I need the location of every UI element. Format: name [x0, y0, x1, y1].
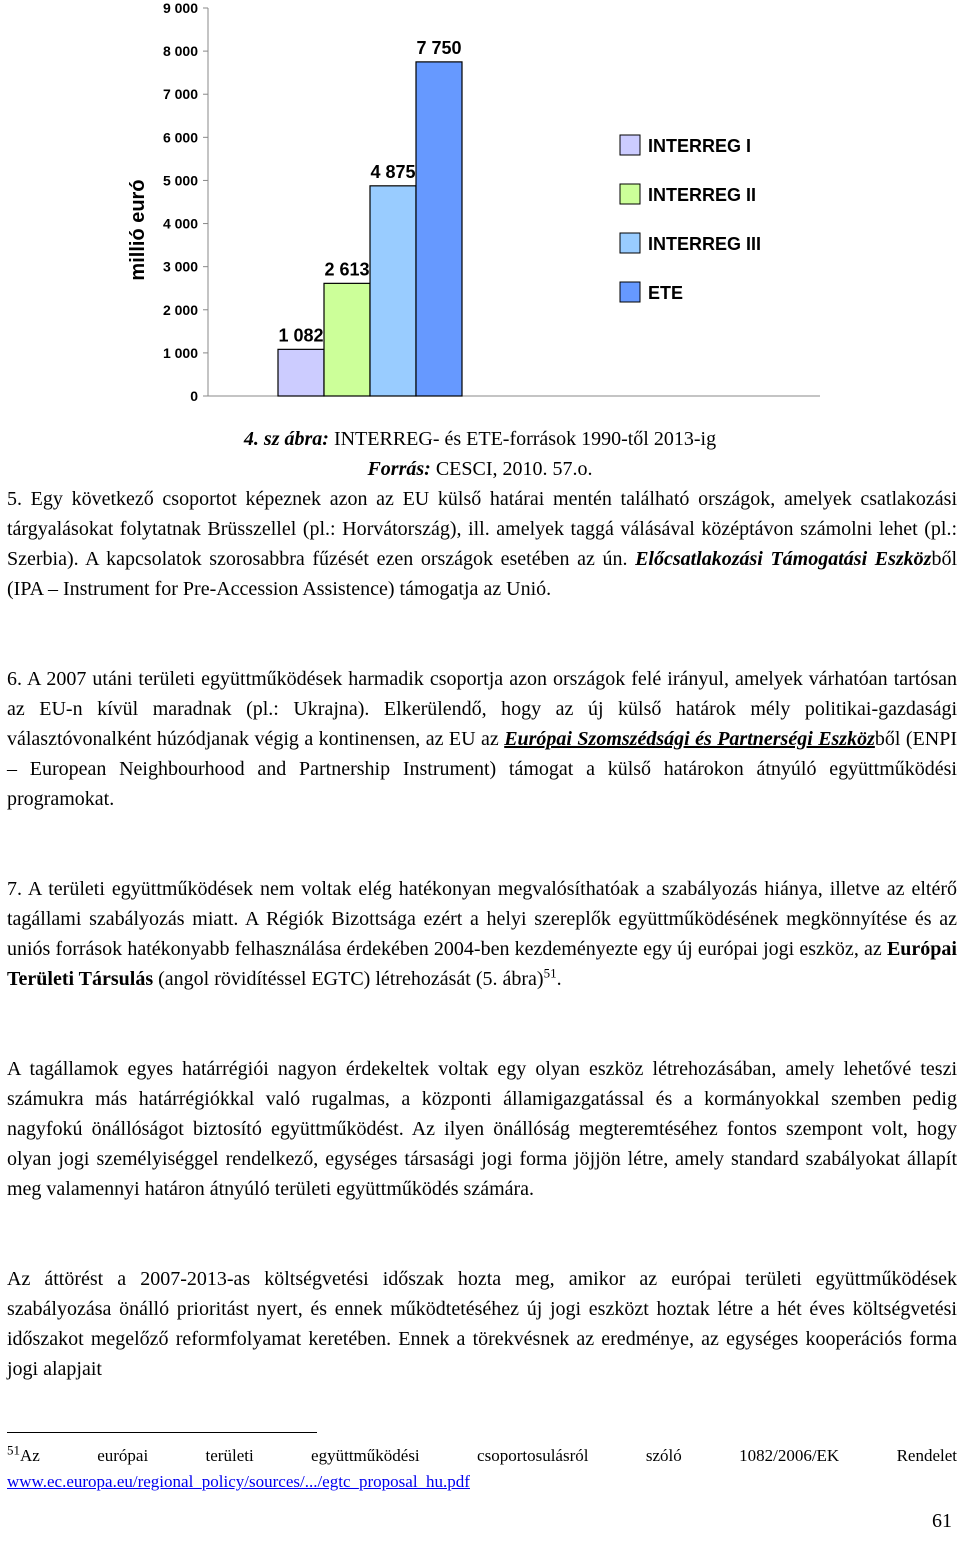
y-tick-label: 0: [190, 388, 198, 404]
legend-label: INTERREG I: [648, 136, 752, 156]
y-tick-label: 5 000: [162, 172, 198, 189]
legend-swatch: [620, 135, 640, 155]
p7-strong: Európai Területi Társulás: [7, 938, 957, 990]
y-tick-label: 9 000: [162, 0, 198, 16]
legend-label: INTERREG III: [648, 234, 762, 254]
y-tick-label: 4 000: [162, 215, 198, 232]
y-tick-label: 8 000: [162, 43, 198, 60]
bar: [370, 186, 416, 396]
figure-source: [0, 454, 960, 484]
bar-value-label: 4 875: [370, 161, 416, 182]
paragraph-9: Az áttörést a 2007-2013-as költségvetési időszak hozta meg, amikor az európai területi együttműködések szabályozása önálló prioritást nyert, és ennek működtetéséhez új jogi eszközt hoztak létre a hét éves költségvetési időszakot megelőző reformfolyamat keretében. Ennek a törekvésnek az eredménye, az egységes kooperációs forma jogi alapjait: [7, 1268, 957, 1380]
paragraph-6: [7, 664, 957, 814]
p6-emphasis: Európai Szomszédsági és Partnerségi Eszköz: [504, 728, 875, 750]
footnote-text: Az európai területi együttműködési csoportosulásról szóló 1082/2006/EK Rendelet: [20, 1446, 957, 1465]
footnote: [7, 1444, 957, 1468]
y-tick-label: 2 000: [162, 301, 198, 318]
chart-bars: [278, 38, 462, 396]
source-label: Forrás:: [367, 458, 431, 480]
bar-value-label: 2 613: [324, 259, 370, 280]
caption-label: 4. sz ábra:: [243, 428, 329, 450]
legend-label: ETE: [648, 283, 684, 303]
y-axis-title: millió euró: [127, 179, 149, 281]
p7-text-b: (angol rövidítéssel EGTC) létrehozását (5. ábra): [153, 968, 544, 990]
source-text: CESCI, 2010. 57.o.: [430, 458, 593, 480]
p6-text-b: ből (ENPI – European Neighbourhood and Partnership Instrument) támogat a külső határokon átnyúló együttműködési programokat.: [7, 728, 957, 810]
paragraph-7: [7, 874, 957, 994]
y-tick-label: 1 000: [162, 344, 198, 361]
p7-text-a: 7. A területi együttműködések nem voltak elég hatékonyan megvalósíthatóak a szabályozás hiánya, illetve az eltérő tagállami szabályozás miatt. A Régiók Bizottsága ezért a helyi szereplők együttműködésének megkönnyítése és az uniós források hatékonyabb felhasználása érdekében 2004-ben kezdeményezte egy új európai jogi eszköz, az: [7, 878, 957, 960]
footnote-link-row: [7, 1470, 957, 1494]
y-tick-label: 3 000: [162, 258, 198, 275]
legend-swatch: [620, 233, 640, 253]
p6-text-a: 6. A 2007 utáni területi együttműködések harmadik csoportja azon országok felé irányul, amelyek várhatóan tartósan az EU-n kívül maradnak (pl.: Ukrajna). Elkerülendő, hogy az új külső határok mély politikai-gazdasági választóvonalként húzódjanak végig a kontinensen, az EU az: [7, 668, 957, 750]
bar-value-label: 7 750: [416, 37, 462, 58]
p5-emphasis: Előcsatlakozási Támogatási Eszköz: [635, 548, 932, 570]
legend-label: INTERREG II: [648, 185, 757, 205]
footnote-number: 51: [7, 1442, 20, 1458]
legend-swatch: [620, 184, 640, 204]
bar-chart: [120, 0, 850, 410]
y-tick-label: 6 000: [162, 129, 198, 146]
p5-text-b: ből (IPA – Instrument for Pre-Accession Assistence) támogatja az Unió.: [7, 548, 957, 600]
chart-legend: [620, 135, 761, 303]
bar: [278, 349, 324, 396]
bar: [416, 62, 462, 396]
figure-caption: [0, 424, 960, 454]
caption-title: INTERREG- és ETE-források 1990-től 2013-ig: [328, 428, 717, 450]
bar-value-label: 1 082: [278, 325, 324, 346]
footnote-divider: [7, 1432, 317, 1433]
p5-text-a: 5. Egy következő csoportot képeznek azon az EU külső határai mentén található országok, amelyek csatlakozási tárgyalásokat folytatnak Brüsszellel (pl.: Horvátország), ill. amelyek taggá válásával középtávon számolni lehet (pl.: Szerbia). A kapcsolatok szorosabbra fűzését ezen országok esetében az ún.: [7, 488, 957, 570]
p7-text-c: .: [556, 968, 562, 990]
page-number: 61: [932, 1510, 952, 1532]
footnote-ref[interactable]: 51: [543, 965, 557, 981]
footnote-link[interactable]: www.ec.europa.eu/regional_policy/sources/.../egtc_proposal_hu.pdf: [7, 1472, 470, 1491]
paragraph-8: A tagállamok egyes határrégiói nagyon érdekeltek voltak egy olyan eszköz létrehozásában, amely lehetővé teszi számukra más határrégiókkal való rugalmas, a központi államigazgatással és a kormányokkal szemben pedig nagyfokú önállóságot biztosító együttműködést. Az ilyen önállóság megteremtéséhez fontos szempont volt, hogy olyan jogi személyiséggel rendelkező, egységes társasági jogi forma jöjjön létre, amely standard szabályokat állapít meg valamennyi határon átnyúló területi együttműködés számára.: [7, 1058, 957, 1200]
legend-swatch: [620, 282, 640, 302]
y-tick-label: 7 000: [162, 86, 198, 103]
paragraph-5: [7, 484, 957, 604]
bar: [324, 283, 370, 396]
